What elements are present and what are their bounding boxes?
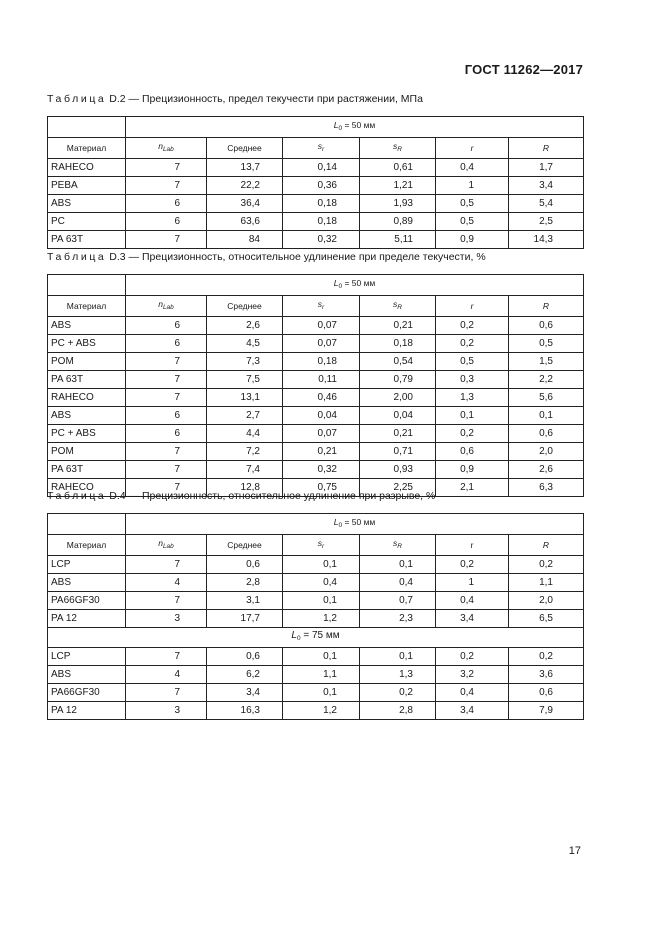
mean-cell: 17,7: [207, 610, 283, 628]
col-mean: Среднее: [207, 535, 283, 556]
sr-cell: 1,2: [283, 702, 360, 720]
nlab-cell: 6: [126, 317, 207, 335]
r-cell: 0,1: [436, 407, 509, 425]
material-cell: PC + ABS: [48, 425, 126, 443]
r-cell: 1,3: [436, 389, 509, 407]
sr-cell: 0,11: [283, 371, 360, 389]
material-cell: PEBA: [48, 177, 126, 195]
r-cell: 2,1: [436, 479, 509, 497]
sr-cell: 0,4: [283, 574, 360, 592]
r-cell: 0,9: [436, 461, 509, 479]
material-cell: ABS: [48, 666, 126, 684]
table-row: [48, 610, 584, 628]
sr-cell: 0,1: [283, 592, 360, 610]
r-cell: 0,4: [436, 684, 509, 702]
caption-prefix: Таблица: [47, 93, 107, 105]
sr-cell: 0,1: [283, 556, 360, 574]
table-row: [48, 231, 584, 249]
material-cell: PA 12: [48, 610, 126, 628]
mean-cell: 2,7: [207, 407, 283, 425]
col-nlab: $n_{Lab}$: [126, 535, 207, 556]
sR-cell: 0,1: [360, 648, 436, 666]
sR-cell: 1,21: [360, 177, 436, 195]
R-cell: 0,2: [509, 648, 584, 666]
R-cell: 2,2: [509, 371, 584, 389]
empty-corner-cell: [48, 117, 126, 138]
material-cell: RAHECO: [48, 479, 126, 497]
document-id: ГОСТ 11262—2017: [464, 62, 583, 77]
table-row: [48, 425, 584, 443]
sR-cell: 0,21: [360, 425, 436, 443]
sR-cell: 2,25: [360, 479, 436, 497]
material-cell: POM: [48, 443, 126, 461]
material-cell: PA66GF30: [48, 684, 126, 702]
caption-text: D.2 — Прецизионность, предел текучести при растяжении, МПа: [106, 93, 423, 105]
material-cell: ABS: [48, 407, 126, 425]
r-cell: 0,5: [436, 213, 509, 231]
table-row: [48, 159, 584, 177]
R-cell: 14,3: [509, 231, 584, 249]
R-cell: 0,2: [509, 556, 584, 574]
sR-cell: 0,93: [360, 461, 436, 479]
sR-cell: 2,00: [360, 389, 436, 407]
sR-cell: 0,1: [360, 556, 436, 574]
nlab-cell: 7: [126, 684, 207, 702]
material-cell: POM: [48, 353, 126, 371]
precision-table-d3: [47, 274, 584, 497]
material-cell: LCP: [48, 556, 126, 574]
sr-cell: 0,18: [283, 353, 360, 371]
material-cell: PA66GF30: [48, 592, 126, 610]
material-cell: RAHECO: [48, 389, 126, 407]
R-cell: 5,4: [509, 195, 584, 213]
nlab-cell: 7: [126, 231, 207, 249]
nlab-cell: 7: [126, 177, 207, 195]
R-cell: 6,3: [509, 479, 584, 497]
col-sR: $s_R$: [360, 535, 436, 556]
nlab-cell: 6: [126, 407, 207, 425]
r-cell: 0,2: [436, 556, 509, 574]
sR-cell: 0,18: [360, 335, 436, 353]
r-cell: 0,2: [436, 317, 509, 335]
col-material: Материал: [48, 138, 126, 159]
precision-table-d2: [47, 116, 584, 249]
col-material: Материал: [48, 296, 126, 317]
table-row: [48, 195, 584, 213]
material-cell: RAHECO: [48, 159, 126, 177]
R-cell: 5,6: [509, 389, 584, 407]
table-row: [48, 666, 584, 684]
l0-label: $L_0 = 50$ мм: [126, 275, 584, 296]
r-cell: 3,4: [436, 610, 509, 628]
col-mean: Среднее: [207, 296, 283, 317]
R-cell: 1,1: [509, 574, 584, 592]
l0-label: $L_0 = 50$ мм: [126, 514, 584, 535]
r-cell: 0,4: [436, 159, 509, 177]
sr-cell: 0,07: [283, 335, 360, 353]
sr-cell: 0,1: [283, 648, 360, 666]
mean-cell: 84: [207, 231, 283, 249]
r-cell: 1: [436, 177, 509, 195]
sr-cell: 0,36: [283, 177, 360, 195]
nlab-cell: 7: [126, 389, 207, 407]
r-cell: 0,6: [436, 443, 509, 461]
sR-cell: 0,89: [360, 213, 436, 231]
R-cell: 0,6: [509, 317, 584, 335]
mean-cell: 3,1: [207, 592, 283, 610]
sR-cell: 1,93: [360, 195, 436, 213]
sr-cell: 0,04: [283, 407, 360, 425]
nlab-cell: 6: [126, 195, 207, 213]
sr-cell: 0,14: [283, 159, 360, 177]
mean-cell: 36,4: [207, 195, 283, 213]
sr-cell: 0,46: [283, 389, 360, 407]
nlab-cell: 4: [126, 574, 207, 592]
r-cell: 0,9: [436, 231, 509, 249]
nlab-cell: 3: [126, 610, 207, 628]
sR-cell: 0,61: [360, 159, 436, 177]
column-header-row: [48, 535, 584, 556]
empty-corner-cell: [48, 514, 126, 535]
table-row: [48, 389, 584, 407]
col-r: r: [436, 296, 509, 317]
mean-cell: 0,6: [207, 648, 283, 666]
nlab-cell: 7: [126, 461, 207, 479]
table-caption: [47, 251, 486, 263]
table-row: [48, 684, 584, 702]
R-cell: 3,4: [509, 177, 584, 195]
table-row: [48, 574, 584, 592]
col-sr: $s_r$: [283, 138, 360, 159]
sr-cell: 0,07: [283, 317, 360, 335]
r-cell: 0,2: [436, 648, 509, 666]
table-row: [48, 407, 584, 425]
caption-prefix: Таблица: [47, 251, 107, 263]
sr-cell: 0,32: [283, 461, 360, 479]
mean-cell: 22,2: [207, 177, 283, 195]
table-caption: [47, 93, 423, 105]
caption-text: D.3 — Прецизионность, относительное удлинение при пределе текучести, %: [106, 251, 486, 263]
sR-cell: 0,2: [360, 684, 436, 702]
column-header-row: [48, 296, 584, 317]
mean-cell: 12,8: [207, 479, 283, 497]
R-cell: 0,6: [509, 684, 584, 702]
col-sR: $s_R$: [360, 138, 436, 159]
mean-cell: 4,5: [207, 335, 283, 353]
table-row: [48, 353, 584, 371]
material-cell: ABS: [48, 317, 126, 335]
sr-cell: 0,18: [283, 213, 360, 231]
sR-cell: 0,04: [360, 407, 436, 425]
material-cell: ABS: [48, 574, 126, 592]
R-cell: 2,5: [509, 213, 584, 231]
caption-prefix: Таблица: [47, 490, 107, 502]
mean-cell: 63,6: [207, 213, 283, 231]
sR-cell: 1,3: [360, 666, 436, 684]
nlab-cell: 3: [126, 702, 207, 720]
sR-cell: 0,21: [360, 317, 436, 335]
r-cell: 3,4: [436, 702, 509, 720]
table-row: [48, 702, 584, 720]
R-cell: 0,6: [509, 425, 584, 443]
page-number: 17: [568, 845, 581, 857]
col-material: Материал: [48, 535, 126, 556]
material-cell: PC: [48, 213, 126, 231]
R-cell: 3,6: [509, 666, 584, 684]
mean-cell: 2,8: [207, 574, 283, 592]
l0-header-row: [48, 514, 584, 535]
nlab-cell: 6: [126, 213, 207, 231]
table-row: [48, 648, 584, 666]
R-cell: 1,5: [509, 353, 584, 371]
material-cell: PA 63T: [48, 371, 126, 389]
sr-cell: 0,75: [283, 479, 360, 497]
nlab-cell: 7: [126, 479, 207, 497]
nlab-cell: 7: [126, 159, 207, 177]
col-R: R: [509, 138, 584, 159]
sr-cell: 1,2: [283, 610, 360, 628]
sr-cell: 1,1: [283, 666, 360, 684]
sr-cell: 0,1: [283, 684, 360, 702]
table-row: [48, 556, 584, 574]
col-sR: $s_R$: [360, 296, 436, 317]
mean-cell: 7,3: [207, 353, 283, 371]
col-r: r: [436, 535, 509, 556]
sR-cell: 0,4: [360, 574, 436, 592]
r-cell: 1: [436, 574, 509, 592]
material-cell: LCP: [48, 648, 126, 666]
mean-cell: 3,4: [207, 684, 283, 702]
r-cell: 0,5: [436, 353, 509, 371]
sr-cell: 0,18: [283, 195, 360, 213]
nlab-cell: 7: [126, 592, 207, 610]
nlab-cell: 6: [126, 425, 207, 443]
sR-cell: 2,8: [360, 702, 436, 720]
column-header-row: [48, 138, 584, 159]
table-row: [48, 592, 584, 610]
precision-table-d4: [47, 513, 584, 720]
empty-corner-cell: [48, 275, 126, 296]
col-nlab: $n_{Lab}$: [126, 138, 207, 159]
table-row: [48, 317, 584, 335]
r-cell: 0,3: [436, 371, 509, 389]
sr-cell: 0,21: [283, 443, 360, 461]
table-row: [48, 335, 584, 353]
table-row: [48, 461, 584, 479]
r-cell: 0,4: [436, 592, 509, 610]
mean-cell: 7,2: [207, 443, 283, 461]
material-cell: PC + ABS: [48, 335, 126, 353]
nlab-cell: 4: [126, 666, 207, 684]
nlab-cell: 7: [126, 648, 207, 666]
nlab-cell: 7: [126, 556, 207, 574]
sR-cell: 5,11: [360, 231, 436, 249]
col-R: R: [509, 296, 584, 317]
mean-cell: 7,4: [207, 461, 283, 479]
l0-label: $L_0 = 50$ мм: [126, 117, 584, 138]
mean-cell: 13,1: [207, 389, 283, 407]
nlab-cell: 7: [126, 353, 207, 371]
R-cell: 6,5: [509, 610, 584, 628]
mean-cell: 4,4: [207, 425, 283, 443]
sR-cell: 0,79: [360, 371, 436, 389]
R-cell: 0,5: [509, 335, 584, 353]
table-row: [48, 371, 584, 389]
R-cell: 7,9: [509, 702, 584, 720]
sR-cell: 0,71: [360, 443, 436, 461]
r-cell: 0,5: [436, 195, 509, 213]
R-cell: 2,0: [509, 592, 584, 610]
mean-cell: 16,3: [207, 702, 283, 720]
sR-cell: 0,54: [360, 353, 436, 371]
material-cell: PA 63T: [48, 461, 126, 479]
sR-cell: 2,3: [360, 610, 436, 628]
l0-subheader-row: [48, 628, 584, 648]
sr-cell: 0,07: [283, 425, 360, 443]
l0-header-row: [48, 275, 584, 296]
caption-text: D.4 — Прецизионность, относительное удлинение при разрыве, %: [106, 490, 436, 502]
table-row: [48, 213, 584, 231]
mean-cell: 2,6: [207, 317, 283, 335]
mean-cell: 7,5: [207, 371, 283, 389]
l0-header-row: [48, 117, 584, 138]
R-cell: 2,6: [509, 461, 584, 479]
col-R: R: [509, 535, 584, 556]
mean-cell: 6,2: [207, 666, 283, 684]
col-sr: $s_r$: [283, 296, 360, 317]
nlab-cell: 7: [126, 443, 207, 461]
R-cell: 2,0: [509, 443, 584, 461]
col-r: r: [436, 138, 509, 159]
l0-label-75: $L_0 = 75$ мм: [48, 628, 584, 648]
nlab-cell: 7: [126, 371, 207, 389]
col-mean: Среднее: [207, 138, 283, 159]
col-sr: $s_r$: [283, 535, 360, 556]
R-cell: 0,1: [509, 407, 584, 425]
nlab-cell: 6: [126, 335, 207, 353]
material-cell: PA 12: [48, 702, 126, 720]
material-cell: PA 63T: [48, 231, 126, 249]
r-cell: 0,2: [436, 425, 509, 443]
r-cell: 3,2: [436, 666, 509, 684]
R-cell: 1,7: [509, 159, 584, 177]
table-row: [48, 177, 584, 195]
sR-cell: 0,7: [360, 592, 436, 610]
table-row: [48, 443, 584, 461]
sr-cell: 0,32: [283, 231, 360, 249]
mean-cell: 13,7: [207, 159, 283, 177]
table-caption: [47, 490, 435, 502]
mean-cell: 0,6: [207, 556, 283, 574]
col-nlab: $n_{Lab}$: [126, 296, 207, 317]
material-cell: ABS: [48, 195, 126, 213]
r-cell: 0,2: [436, 335, 509, 353]
